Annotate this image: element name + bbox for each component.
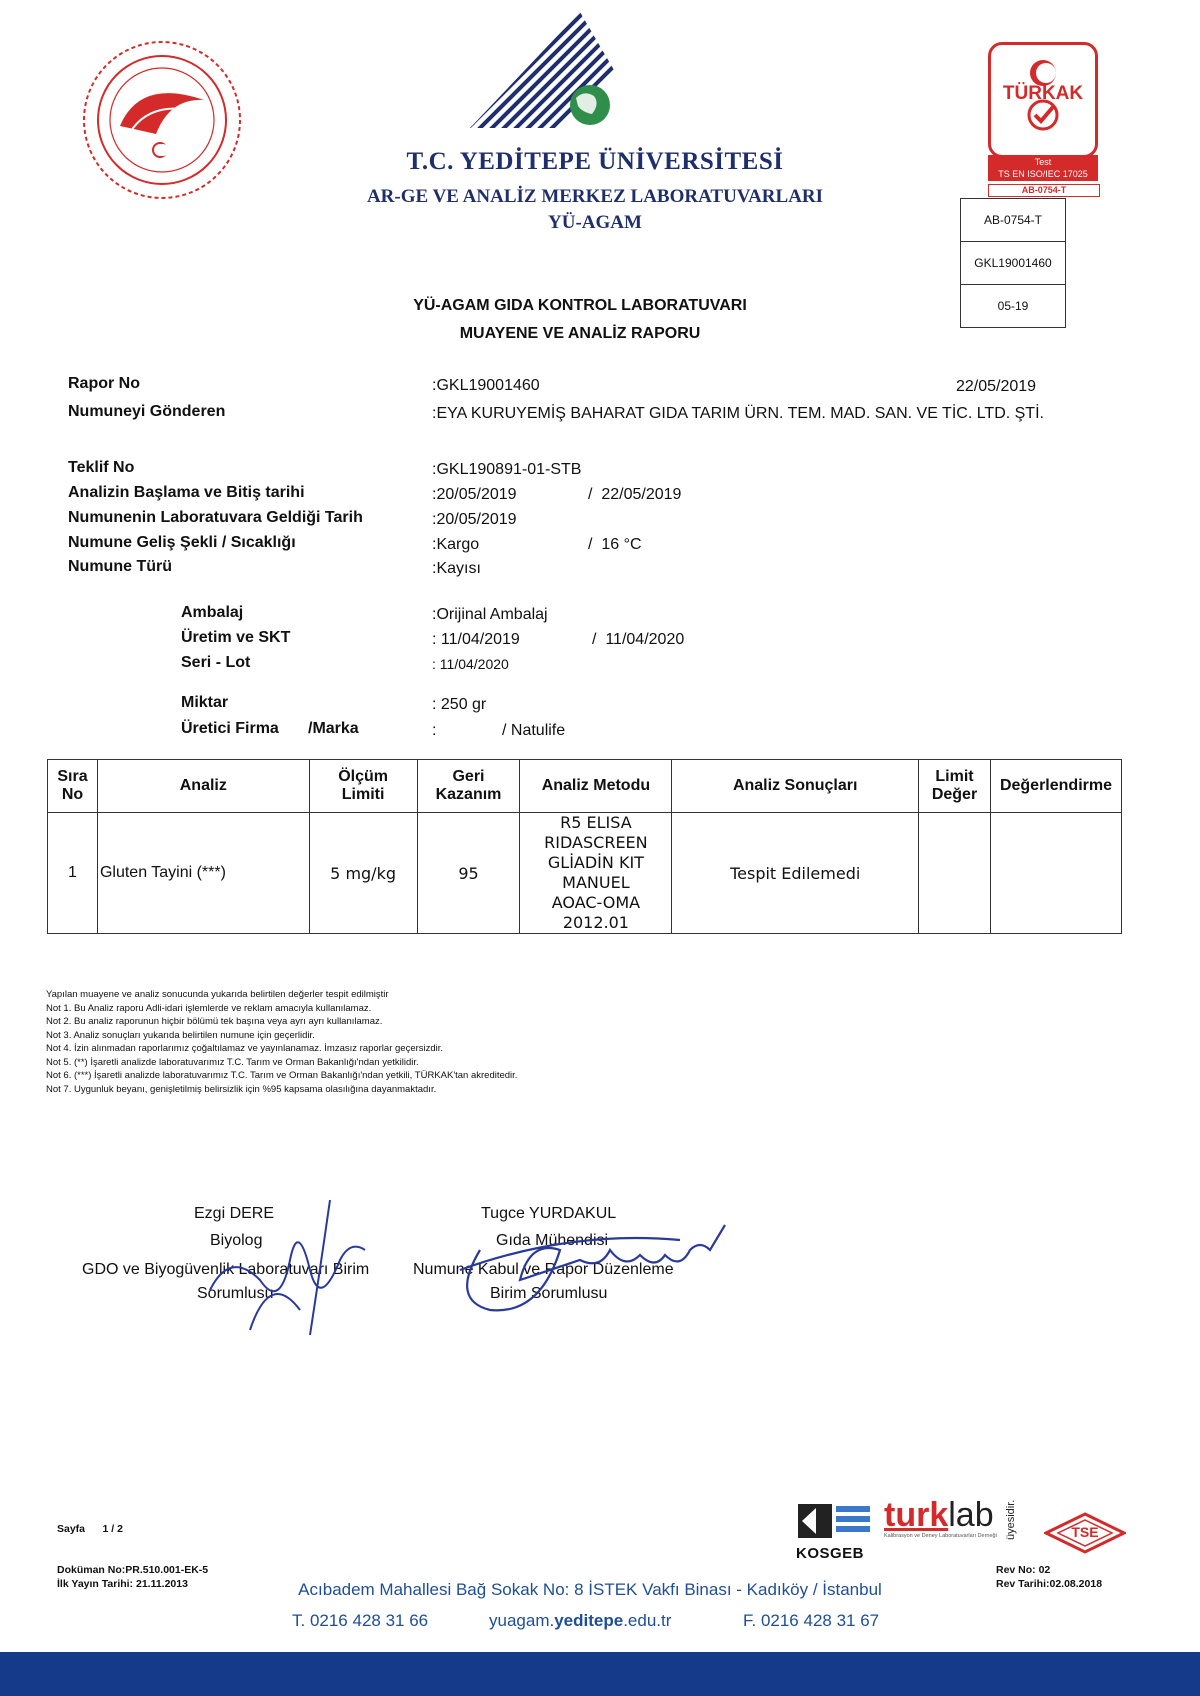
teklif-no-value: :GKL190891-01-STB bbox=[432, 461, 582, 478]
signer-left-name: Ezgi DERE bbox=[194, 1205, 275, 1222]
footer-blue-bar bbox=[0, 1652, 1200, 1696]
cell-limit-deger bbox=[919, 813, 991, 934]
note-line: Not 1. Bu Analiz raporu Adli-idari işlemlerde ve reklam amacıyla kullanılamaz. bbox=[46, 1002, 372, 1014]
university-logo-icon bbox=[470, 10, 650, 130]
analiz-bitis: / 22/05/2019 bbox=[588, 486, 682, 503]
turkak-name: TÜRKAK bbox=[1002, 83, 1084, 104]
analiz-tarih-label: Analizin Başlama ve Bitiş tarihi bbox=[68, 484, 305, 501]
note-line: Not 3. Analiz sonuçları yukarıda belirtilen numune için geçerlidir. bbox=[46, 1029, 315, 1041]
uretici-marka-value: / Natulife bbox=[502, 722, 566, 739]
numune-turu-label: Numune Türü bbox=[68, 558, 172, 575]
kosgeb-text: KOSGEB bbox=[796, 1545, 865, 1562]
footer-phone: T. 0216 428 31 66 bbox=[292, 1611, 429, 1630]
turklab-lab: lab bbox=[948, 1496, 994, 1534]
table-row bbox=[48, 813, 1122, 934]
signer-right-name: Tugce YURDAKUL bbox=[481, 1205, 617, 1222]
gonderen-value: :EYA KURUYEMİŞ BAHARAT GIDA TARIM ÜRN. TEM. MAD. SAN. VE TİC. LTD. ŞTİ. bbox=[432, 405, 1044, 422]
turkak-test-label bbox=[988, 155, 1098, 181]
turklab-subtitle: Kalibrasyon ve Deney Laboratuvarları Derneği bbox=[884, 1533, 997, 1539]
note-line: Not 6. (***) İşaretli analizde laboratuvarımız T.C. Tarım ve Orman Bakanlığı'ndan yetkili, TÜRKAK'tan akreditedir. bbox=[46, 1070, 518, 1081]
gelis-tarih-value: :20/05/2019 bbox=[432, 511, 517, 528]
note-line: Yapılan muayene ve analiz sonucunda yukarıda belirtilen değerler tespit edilmiştir bbox=[46, 989, 389, 1000]
org-abbreviation: YÜ-AGAM bbox=[548, 212, 642, 233]
note-line: Not 7. Uygunluk beyanı, genişletilmiş belirsizlik için %95 kapsama olasılığına dayanmaktadır. bbox=[46, 1083, 437, 1095]
note-line: Not 2. Bu analiz raporunun hiçbir bölümü tek başına veya ayrı ayrı kullanılamaz. bbox=[46, 1016, 383, 1027]
tse-logo bbox=[1044, 1512, 1126, 1554]
lab-name: YÜ-AGAM GIDA KONTROL LABORATUVARI bbox=[413, 297, 747, 314]
skt-value: / 11/04/2020 bbox=[592, 631, 685, 648]
gelis-tarih-label: Numunenin Laboratuvara Geldiği Tarih bbox=[68, 509, 363, 526]
note-line: Not 4. İzin alınmadan raporlarımız çoğaltılamaz ve yayınlanamaz. İmzasız raporlar geçersizdir. bbox=[46, 1043, 444, 1054]
turklab-member-text: üyesidir. bbox=[1005, 1499, 1017, 1540]
cell-analiz-metodu: R5 ELISA RIDASCREEN GLİADİN KIT MANUEL AOAC-OMA 2012.01 bbox=[520, 813, 672, 934]
ministry-seal-icon bbox=[80, 38, 245, 203]
teklif-no-label: Teklif No bbox=[68, 459, 135, 476]
cell-degerlendirme bbox=[990, 813, 1121, 934]
signer-left-role: Sorumlusu bbox=[197, 1285, 274, 1302]
header-limit-deger: Limit Değer bbox=[919, 760, 991, 813]
header-analiz-sonuclari: Analiz Sonuçları bbox=[672, 760, 919, 813]
turkak-test: Test bbox=[1034, 157, 1052, 167]
page-indicator: Sayfa 1 / 2 bbox=[57, 1523, 123, 1535]
gelis-sicaklik: / 16 °C bbox=[588, 536, 642, 553]
uretici-marka-label: /Marka bbox=[308, 720, 359, 737]
turklab-turk: turk bbox=[884, 1496, 949, 1534]
analiz-baslama: :20/05/2019 bbox=[432, 486, 517, 503]
header-analiz-metodu: Analiz Metodu bbox=[520, 760, 672, 813]
header-degerlendirme: Değerlendirme bbox=[990, 760, 1121, 813]
tse-text: TSE bbox=[1071, 1524, 1099, 1540]
seri-lot-value: : 11/04/2020 bbox=[432, 656, 509, 672]
cell-analiz: Gluten Tayini (***) bbox=[97, 813, 309, 934]
rapor-no-label: Rapor No bbox=[68, 375, 140, 392]
rev-date: Rev Tarihi:02.08.2018 bbox=[996, 1578, 1103, 1590]
code-box-row: GKL19001460 bbox=[961, 242, 1065, 285]
signer-left-unit: GDO ve Biyogüvenlik Laboratuvarı Birim bbox=[82, 1261, 370, 1278]
cell-sira: 1 bbox=[48, 813, 98, 934]
report-name: MUAYENE VE ANALİZ RAPORU bbox=[459, 325, 701, 342]
note-line: Not 5. (**) İşaretli analizde laboratuvarımız T.C. Tarım ve Orman Bakanlığı'ndan yetkilidir. bbox=[46, 1056, 419, 1068]
gonderen-label: Numuneyi Gönderen bbox=[68, 403, 226, 420]
gelis-sekli-label: Numune Geliş Şekli / Sıcaklığı bbox=[68, 534, 296, 551]
table-header-row bbox=[48, 760, 1122, 813]
code-box-row: AB-0754-T bbox=[961, 199, 1065, 242]
rev-no: Rev No: 02 bbox=[996, 1564, 1051, 1576]
turkak-standard: TS EN ISO/IEC 17025 bbox=[998, 169, 1088, 179]
cell-analiz-sonuclari: Tespit Edilemedi bbox=[672, 813, 919, 934]
code-box-row: 05-19 bbox=[997, 299, 1029, 313]
seri-lot-label: Seri - Lot bbox=[181, 654, 251, 671]
org-title: T.C. YEDİTEPE ÜNİVERSİTESİ bbox=[406, 148, 784, 175]
turkak-code: AB-0754-T bbox=[988, 184, 1100, 197]
cell-geri-kazanim: 95 bbox=[417, 813, 520, 934]
results-table bbox=[47, 759, 1122, 934]
header-olcum-limiti: Ölçüm Limiti bbox=[309, 760, 417, 813]
miktar-value: : 250 gr bbox=[432, 696, 487, 713]
uretici-firma-value: : bbox=[432, 722, 437, 739]
signer-right-unit: Numune Kabul ve Rapor Düzenleme bbox=[413, 1261, 674, 1278]
ambalaj-value: :Orijinal Ambalaj bbox=[432, 606, 548, 623]
miktar-label: Miktar bbox=[181, 694, 229, 711]
uretim-value: : 11/04/2019 bbox=[432, 631, 520, 648]
numune-turu-value: :Kayısı bbox=[432, 560, 481, 577]
kosgeb-mark-icon bbox=[796, 1502, 876, 1540]
first-publish-date: İlk Yayın Tarihi: 21.11.2013 bbox=[57, 1578, 188, 1590]
header-geri-kazanim: Geri Kazanım bbox=[417, 760, 520, 813]
signature-right-icon bbox=[450, 1210, 750, 1335]
notes-block bbox=[46, 988, 517, 1096]
header-analiz: Analiz bbox=[97, 760, 309, 813]
signature-left-icon bbox=[190, 1190, 380, 1345]
org-subtitle: AR-GE VE ANALİZ MERKEZ LABORATUVARLARI bbox=[366, 186, 824, 207]
rapor-date: 22/05/2019 bbox=[956, 378, 1037, 395]
uretici-firma-label: Üretici Firma bbox=[181, 720, 279, 737]
footer-fax: F. 0216 428 31 67 bbox=[743, 1611, 880, 1630]
signer-left-title: Biyolog bbox=[210, 1232, 263, 1249]
header-sira-no: Sıra No bbox=[48, 760, 98, 813]
footer-address: Acıbadem Mahallesi Bağ Sokak No: 8 İSTEK Vakfı Binası - Kadıköy / İstanbul bbox=[298, 1580, 882, 1599]
signer-right-title: Gıda Mühendisi bbox=[496, 1232, 609, 1249]
footer-website[interactable]: yuagam.yeditepe.edu.tr bbox=[489, 1611, 672, 1630]
doc-no: Doküman No:PR.510.001-EK-5 bbox=[57, 1564, 209, 1576]
cell-olcum-limiti: 5 mg/kg bbox=[309, 813, 417, 934]
signer-right-role: Birim Sorumlusu bbox=[490, 1285, 608, 1302]
turkak-logo bbox=[988, 42, 1098, 158]
gelis-sekli-value: :Kargo bbox=[432, 536, 480, 553]
accreditation-code-box bbox=[960, 198, 1066, 328]
rapor-no-value: :GKL19001460 bbox=[432, 377, 540, 394]
kosgeb-logo bbox=[796, 1502, 876, 1562]
ambalaj-label: Ambalaj bbox=[181, 604, 244, 621]
uretim-skt-label: Üretim ve SKT bbox=[181, 629, 291, 646]
